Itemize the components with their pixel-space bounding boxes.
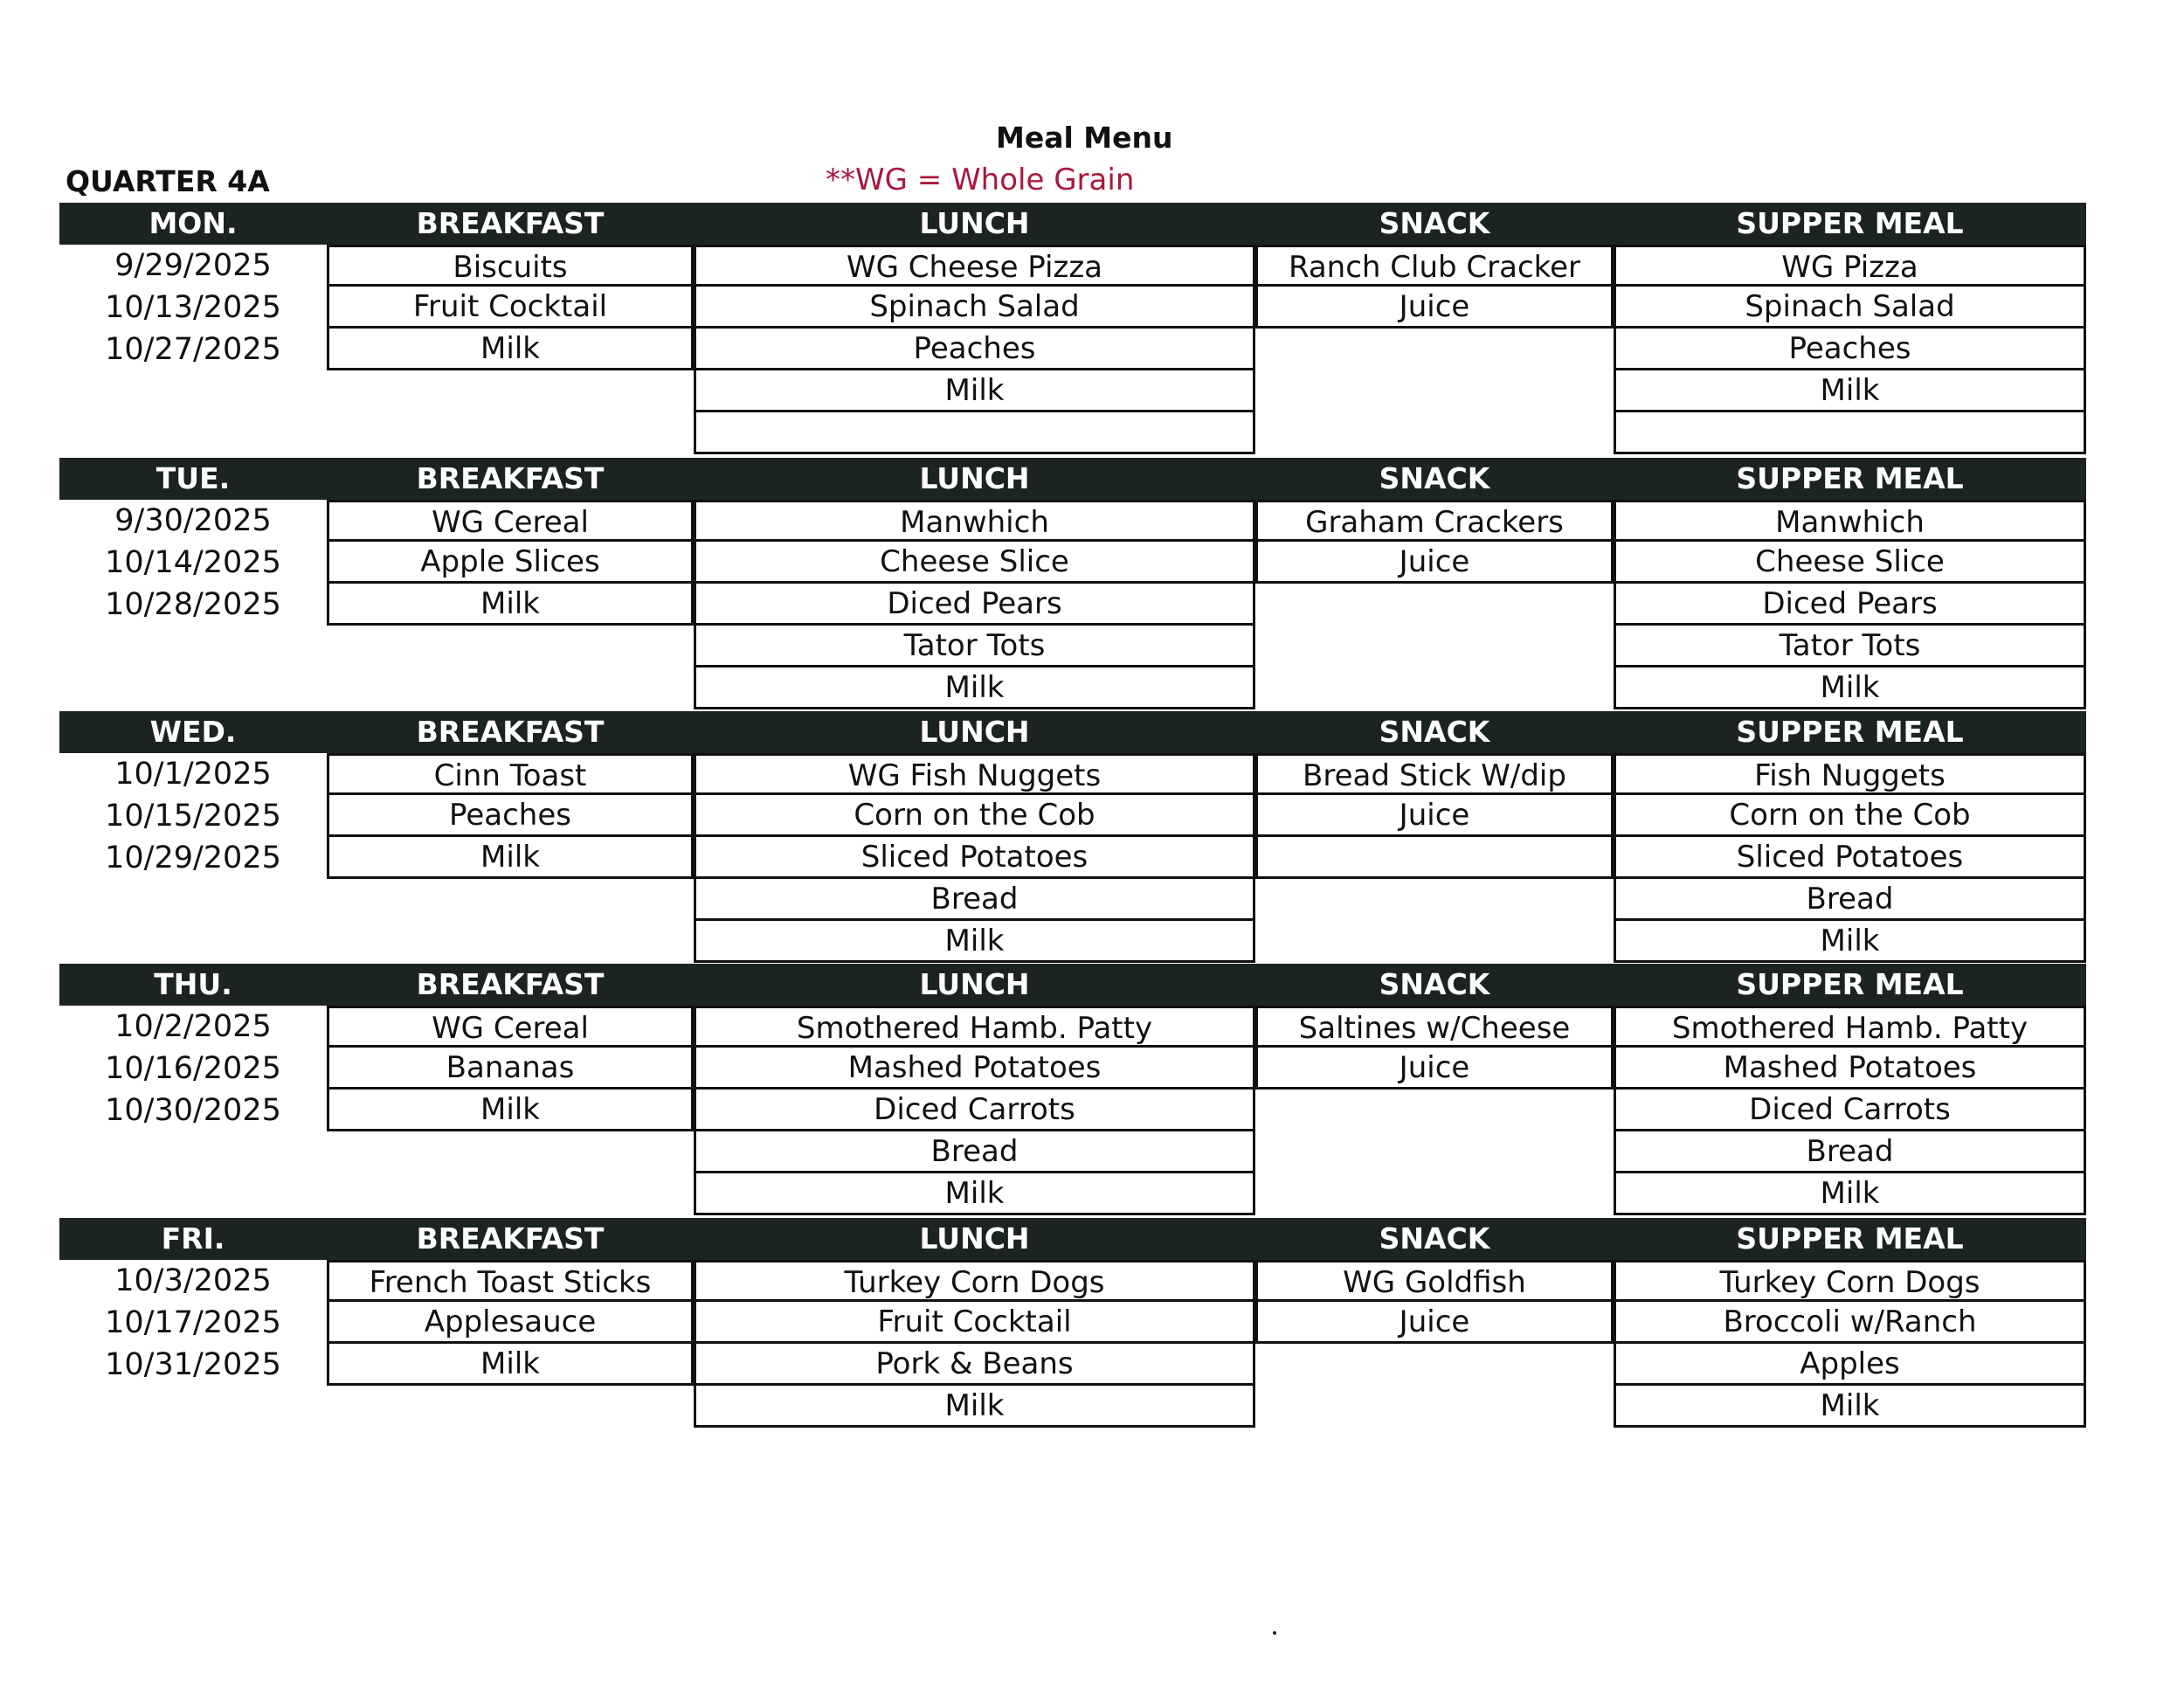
- lunch-header: LUNCH: [919, 1221, 1030, 1256]
- snack-header: SNACK: [1379, 206, 1490, 240]
- lunch-item: Peaches: [694, 329, 1255, 370]
- breakfast-item: Milk: [327, 329, 694, 370]
- snack-item: Saltines w/Cheese: [1255, 1006, 1614, 1048]
- service-date: 9/29/2025: [114, 248, 272, 283]
- supper-item: Turkey Corn Dogs: [1614, 1260, 2086, 1302]
- supper-item: Tator Tots: [1614, 626, 2086, 668]
- breakfast-item: Peaches: [327, 795, 694, 837]
- breakfast-item: WG Cereal: [327, 500, 694, 542]
- day-header-bar: [59, 711, 2086, 753]
- supper-header: SUPPER MEAL: [1736, 715, 1964, 749]
- lunch-items: [694, 500, 1255, 709]
- snack-header: SNACK: [1379, 461, 1490, 495]
- supper-item: Corn on the Cob: [1614, 795, 2086, 837]
- snack-item: Juice: [1255, 542, 1614, 584]
- supper-item: Milk: [1614, 370, 2086, 412]
- supper-item: Spinach Salad: [1614, 287, 2086, 329]
- breakfast-item: WG Cereal: [327, 1006, 694, 1048]
- breakfast-item: Applesauce: [327, 1302, 694, 1344]
- supper-header: SUPPER MEAL: [1736, 1221, 1964, 1256]
- supper-item: Broccoli w/Ranch: [1614, 1302, 2086, 1344]
- lunch-header: LUNCH: [919, 715, 1030, 749]
- lunch-item: Pork & Beans: [694, 1344, 1255, 1386]
- snack-item: Juice: [1255, 287, 1614, 329]
- supper-item: Bread: [1614, 1131, 2086, 1173]
- lunch-items: [694, 753, 1255, 963]
- breakfast-item: Fruit Cocktail: [327, 287, 694, 329]
- supper-items: [1614, 500, 2086, 709]
- whole-grain-note: **WG = Whole Grain: [826, 163, 1135, 197]
- lunch-item: Diced Pears: [694, 584, 1255, 626]
- snack-header: SNACK: [1379, 967, 1490, 1001]
- supper-item: Fish Nuggets: [1614, 753, 2086, 795]
- supper-header: SUPPER MEAL: [1736, 461, 1964, 495]
- day-block-thu: [59, 964, 2086, 1217]
- day-block-wed: [59, 711, 2086, 965]
- lunch-item: Milk: [694, 370, 1255, 412]
- lunch-item: WG Fish Nuggets: [694, 753, 1255, 795]
- service-date: 10/29/2025: [105, 841, 281, 875]
- breakfast-item: Biscuits: [327, 245, 694, 287]
- lunch-item: Tator Tots: [694, 626, 1255, 668]
- supper-items: [1614, 1006, 2086, 1215]
- lunch-item: Milk: [694, 921, 1255, 963]
- breakfast-header: BREAKFAST: [416, 461, 605, 495]
- supper-item: Sliced Potatoes: [1614, 837, 2086, 879]
- lunch-item: Bread: [694, 1131, 1255, 1173]
- service-date: 10/17/2025: [105, 1305, 281, 1340]
- supper-item: Smothered Hamb. Patty: [1614, 1006, 2086, 1048]
- day-block-mon: [59, 203, 2086, 456]
- service-date: 10/14/2025: [105, 545, 281, 580]
- lunch-header: LUNCH: [919, 461, 1030, 495]
- supper-items: [1614, 753, 2086, 963]
- lunch-items: [694, 1260, 1255, 1428]
- lunch-item: Spinach Salad: [694, 287, 1255, 329]
- snack-items: [1255, 1006, 1614, 1090]
- day-block-fri: [59, 1218, 2086, 1471]
- breakfast-header: BREAKFAST: [416, 206, 605, 240]
- snack-item: WG Goldfish: [1255, 1260, 1614, 1302]
- supper-item: Manwhich: [1614, 500, 2086, 542]
- breakfast-items: [327, 1006, 694, 1131]
- supper-items: [1614, 245, 2086, 454]
- day-name: THU.: [154, 967, 232, 1001]
- service-date: 10/28/2025: [105, 587, 281, 622]
- lunch-item: Corn on the Cob: [694, 795, 1255, 837]
- date-list: [59, 500, 327, 626]
- lunch-item: Fruit Cocktail: [694, 1302, 1255, 1344]
- breakfast-items: [327, 1260, 694, 1386]
- supper-item: Bread: [1614, 879, 2086, 921]
- lunch-item: Turkey Corn Dogs: [694, 1260, 1255, 1302]
- snack-items: [1255, 1260, 1614, 1344]
- breakfast-items: [327, 753, 694, 879]
- service-date: 10/13/2025: [105, 290, 281, 325]
- stray-dot: [1273, 1631, 1276, 1635]
- page-title: Meal Menu: [996, 121, 1173, 155]
- lunch-item: Smothered Hamb. Patty: [694, 1006, 1255, 1048]
- lunch-item: Diced Carrots: [694, 1090, 1255, 1131]
- snack-item: Bread Stick W/dip: [1255, 753, 1614, 795]
- lunch-items: [694, 245, 1255, 454]
- day-name: TUE.: [156, 461, 231, 495]
- supper-item: Diced Pears: [1614, 584, 2086, 626]
- lunch-item: [694, 412, 1255, 454]
- lunch-header: LUNCH: [919, 206, 1030, 240]
- supper-header: SUPPER MEAL: [1736, 206, 1964, 240]
- day-header-bar: [59, 964, 2086, 1006]
- service-date: 10/31/2025: [105, 1347, 281, 1382]
- day-header-bar: [59, 1218, 2086, 1260]
- lunch-item: Milk: [694, 668, 1255, 709]
- service-date: 10/1/2025: [114, 757, 272, 792]
- breakfast-item: Apple Slices: [327, 542, 694, 584]
- breakfast-items: [327, 245, 694, 370]
- service-date: 10/2/2025: [114, 1009, 272, 1044]
- lunch-item: Sliced Potatoes: [694, 837, 1255, 879]
- supper-item: [1614, 412, 2086, 454]
- breakfast-item: Bananas: [327, 1048, 694, 1090]
- lunch-item: Bread: [694, 879, 1255, 921]
- breakfast-item: Milk: [327, 837, 694, 879]
- supper-item: Apples: [1614, 1344, 2086, 1386]
- breakfast-item: Milk: [327, 584, 694, 626]
- lunch-items: [694, 1006, 1255, 1215]
- date-list: [59, 245, 327, 370]
- supper-item: Cheese Slice: [1614, 542, 2086, 584]
- lunch-item: Milk: [694, 1386, 1255, 1428]
- snack-header: SNACK: [1379, 1221, 1490, 1256]
- supper-item: Milk: [1614, 668, 2086, 709]
- supper-item: Diced Carrots: [1614, 1090, 2086, 1131]
- breakfast-item: French Toast Sticks: [327, 1260, 694, 1302]
- supper-item: Peaches: [1614, 329, 2086, 370]
- snack-item: Ranch Club Cracker: [1255, 245, 1614, 287]
- breakfast-item: Milk: [327, 1090, 694, 1131]
- snack-item: Juice: [1255, 1302, 1614, 1344]
- lunch-item: Manwhich: [694, 500, 1255, 542]
- lunch-header: LUNCH: [919, 967, 1030, 1001]
- date-list: [59, 753, 327, 879]
- service-date: 10/30/2025: [105, 1093, 281, 1128]
- breakfast-items: [327, 500, 694, 626]
- supper-header: SUPPER MEAL: [1736, 967, 1964, 1001]
- quarter-label: QUARTER 4A: [66, 164, 270, 198]
- snack-item: Juice: [1255, 1048, 1614, 1090]
- snack-header: SNACK: [1379, 715, 1490, 749]
- snack-item: [1255, 837, 1614, 879]
- service-date: 10/27/2025: [105, 332, 281, 367]
- supper-items: [1614, 1260, 2086, 1428]
- supper-item: Milk: [1614, 1386, 2086, 1428]
- breakfast-header: BREAKFAST: [416, 967, 605, 1001]
- lunch-item: WG Cheese Pizza: [694, 245, 1255, 287]
- breakfast-header: BREAKFAST: [416, 715, 605, 749]
- snack-item: Graham Crackers: [1255, 500, 1614, 542]
- service-date: 10/16/2025: [105, 1051, 281, 1086]
- day-name: FRI.: [161, 1221, 225, 1256]
- day-name: MON.: [149, 206, 238, 240]
- snack-items: [1255, 500, 1614, 584]
- lunch-item: Cheese Slice: [694, 542, 1255, 584]
- day-block-tue: [59, 458, 2086, 711]
- date-list: [59, 1260, 327, 1386]
- lunch-item: Mashed Potatoes: [694, 1048, 1255, 1090]
- service-date: 10/3/2025: [114, 1263, 272, 1298]
- breakfast-item: Milk: [327, 1344, 694, 1386]
- snack-items: [1255, 245, 1614, 329]
- supper-item: Mashed Potatoes: [1614, 1048, 2086, 1090]
- breakfast-header: BREAKFAST: [416, 1221, 605, 1256]
- supper-item: Milk: [1614, 1173, 2086, 1215]
- snack-items: [1255, 753, 1614, 879]
- snack-item: Juice: [1255, 795, 1614, 837]
- lunch-item: Milk: [694, 1173, 1255, 1215]
- day-name: WED.: [149, 715, 237, 749]
- supper-item: WG Pizza: [1614, 245, 2086, 287]
- service-date: 9/30/2025: [114, 503, 272, 538]
- day-header-bar: [59, 458, 2086, 500]
- service-date: 10/15/2025: [105, 799, 281, 834]
- day-header-bar: [59, 203, 2086, 245]
- date-list: [59, 1006, 327, 1131]
- supper-item: Milk: [1614, 921, 2086, 963]
- breakfast-item: Cinn Toast: [327, 753, 694, 795]
